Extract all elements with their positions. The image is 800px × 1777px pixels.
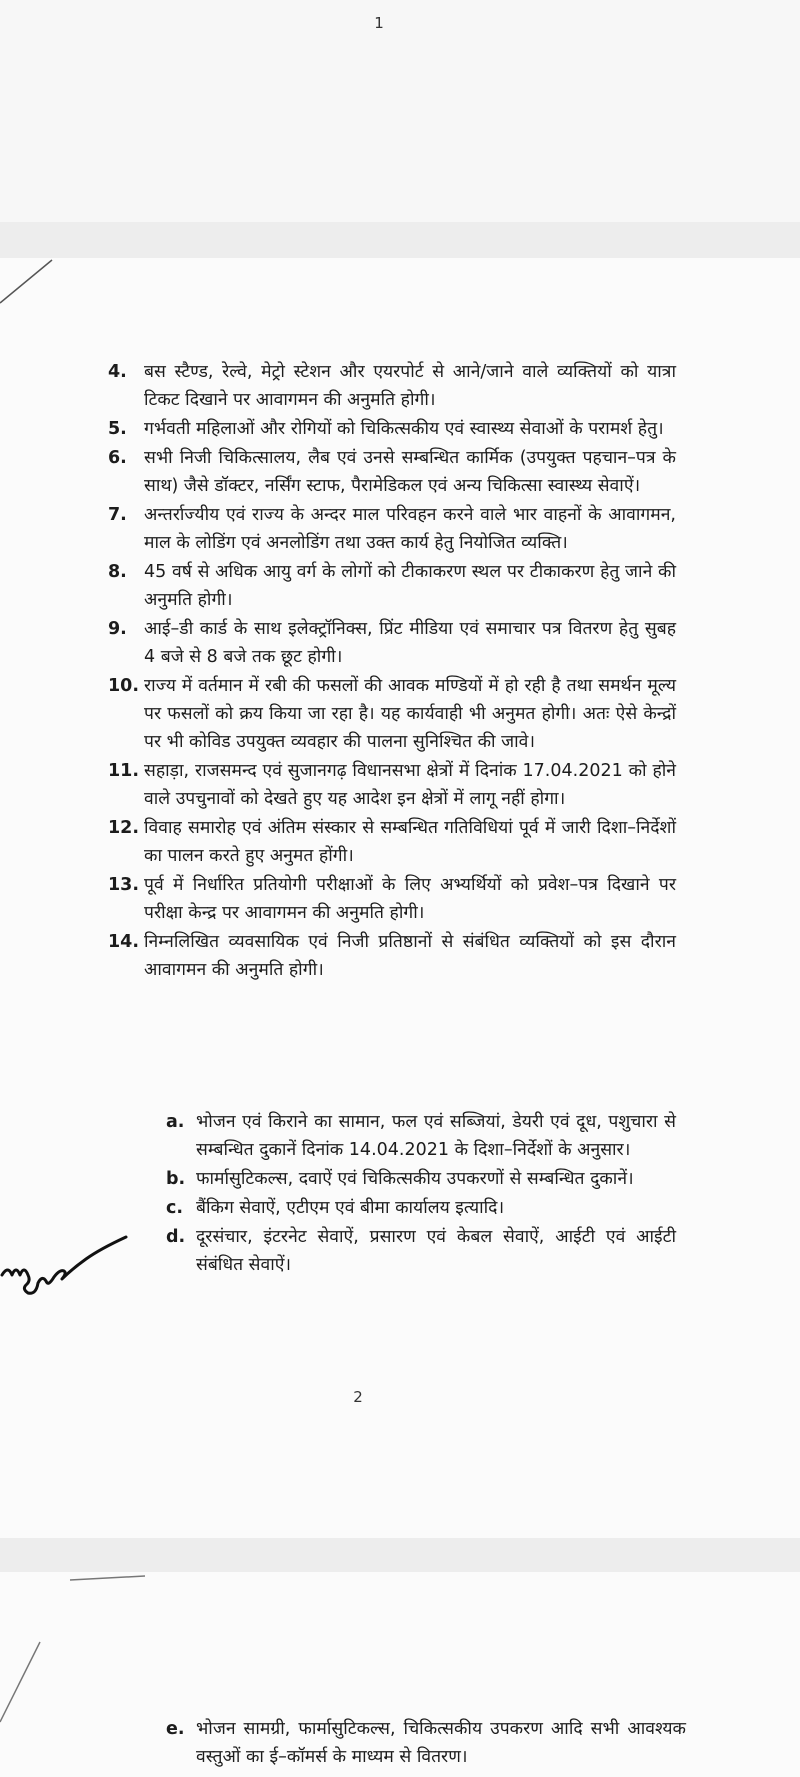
- sub-instruction-list: [166, 1108, 676, 1280]
- item-text: 45 वर्ष से अधिक आयु वर्ग के लोगों को टीकाकरण स्थल पर टीकाकरण हेतु जाने की अनुमति होगी।: [144, 562, 676, 610]
- page-number-1: 1: [374, 14, 384, 32]
- item-number: 12.: [108, 818, 140, 838]
- item-text: बैंकिग सेवाऐं, एटीएम एवं बीमा कार्यालय इत्यादि।: [196, 1198, 505, 1218]
- item-text: सहाड़ा, राजसमन्द एवं सुजानगढ़ विधानसभा क्षेत्रों में दिनांक 17.04.2021 को होने वाले उपचुनावों को देखते हुए यह आदेश इन क्षेत्रों में लागू नहीं होगा।: [144, 761, 676, 809]
- item-text: आई–डी कार्ड के साथ इलेक्ट्रॉनिक्स, प्रिंट मीडिया एवं समाचार पत्र वितरण हेतु सुबह 4 बजे से 8 बजे तक छूट होगी।: [144, 619, 676, 667]
- page-fold-line: [0, 1572, 160, 1777]
- item-number: 8.: [108, 562, 127, 582]
- list-item: [166, 1194, 676, 1222]
- item-number: b.: [166, 1169, 186, 1189]
- item-text: सभी निजी चिकित्सालय, लैब एवं उनसे सम्बन्धित कार्मिक (उपयुक्त पहचान–पत्र के साथ) जैसे डॉक्टर, नर्सिंग स्टाफ, पैरामेडिकल एवं अन्य चिकित्सा स्वास्थ्य सेवाऐं।: [144, 448, 676, 496]
- list-item: [108, 358, 676, 414]
- page-number-2: 2: [353, 1388, 363, 1406]
- signature-image: [0, 1233, 140, 1308]
- instruction-list: [108, 358, 676, 985]
- item-number: 7.: [108, 505, 127, 525]
- continued-list: [166, 1715, 686, 1772]
- list-item: [166, 1108, 676, 1164]
- item-text: बस स्टैण्ड, रेल्वे, मेट्रो स्टेशन और एयरपोर्ट से आने/जाने वाले व्यक्तियों को यात्रा टिकट दिखाने पर आवागमन की अनुमति होगी।: [144, 362, 676, 410]
- page-1-sheet: [0, 0, 800, 222]
- list-item: [108, 444, 676, 500]
- list-item: [108, 672, 676, 756]
- item-text: फार्मासुटिकल्स, दवाऐं एवं चिकित्सकीय उपकरणों से सम्बन्धित दुकानें।: [196, 1169, 634, 1189]
- item-text: अन्तर्राज्यीय एवं राज्य के अन्दर माल परिवहन करने वाले भार वाहनों के आवागमन, माल के लोडिंग एवं अनलोडिंग तथा उक्त कार्य हेतु नियोजित व्यक्ति।: [144, 505, 676, 553]
- item-text: राज्य में वर्तमान में रबी की फसलों की आवक मण्डियों में हो रही है तथा समर्थन मूल्य पर फसलों को क्रय किया जा रहा है। यह कार्यवाही भी अनुमत होगी। अतः ऐसे केन्द्रों पर भी कोविड उपयुक्त व्यवहार की पालना सुनिश्चित की जावे।: [144, 676, 676, 752]
- list-item: [166, 1715, 686, 1771]
- item-number: 11.: [108, 761, 140, 781]
- item-text: विवाह समारोह एवं अंतिम संस्कार से सम्बन्धित गतिविधियां पूर्व में जारी दिशा–निर्देशों का पालन करते हुए अनुमत होंगी।: [144, 818, 676, 866]
- list-item: [108, 501, 676, 557]
- list-item: [108, 558, 676, 614]
- item-number: a.: [166, 1112, 185, 1132]
- list-item: [108, 615, 676, 671]
- item-text: दूरसंचार, इंटरनेट सेवाऐं, प्रसारण एवं केबल सेवाऐं, आईटी एवं आईटी संबंधित सेवाऐं।: [196, 1227, 676, 1275]
- list-item: [108, 415, 676, 443]
- item-number: 6.: [108, 448, 127, 468]
- item-number: e.: [166, 1719, 185, 1739]
- list-item: [166, 1223, 676, 1279]
- item-text: भोजन सामग्री, फार्मासुटिकल्स, चिकित्सकीय उपकरण आदि सभी आवश्यक वस्तुओं का ई–कॉमर्स के माध्यम से वितरण।: [196, 1719, 686, 1767]
- list-item: [166, 1165, 676, 1193]
- item-number: 14.: [108, 932, 140, 952]
- item-number: c.: [166, 1198, 184, 1218]
- list-item: [108, 928, 676, 984]
- list-item: [108, 757, 676, 813]
- item-number: 4.: [108, 362, 127, 382]
- item-number: 10.: [108, 676, 140, 696]
- page-3-sheet: [0, 1572, 800, 1777]
- item-text: पूर्व में निर्धारित प्रतियोगी परीक्षाओं के लिए अभ्यर्थियों को प्रवेश–पत्र दिखाने पर परीक्षा केन्द्र पर आवागमन की अनुमति होगी।: [144, 875, 676, 923]
- item-text: गर्भवती महिलाओं और रोगियों को चिकित्सकीय एवं स्वास्थ्य सेवाओं के परामर्श हेतु।: [144, 419, 664, 439]
- list-item: [108, 871, 676, 927]
- page-fold-line: [0, 258, 60, 338]
- item-text: निम्नलिखित व्यवसायिक एवं निजी प्रतिष्ठानों से संबंधित व्यक्तियों को इस दौरान आवागमन की अनुमति होगी।: [144, 932, 676, 980]
- item-number: 5.: [108, 419, 127, 439]
- item-text: भोजन एवं किराने का सामान, फल एवं सब्जियां, डेयरी एवं दूध, पशुचारा से सम्बन्धित दुकानें दिनांक 14.04.2021 के दिशा–निर्देशों के अनुसार।: [196, 1112, 676, 1160]
- item-number: 9.: [108, 619, 127, 639]
- item-number: d.: [166, 1227, 186, 1247]
- page-2-sheet: [0, 258, 800, 1538]
- item-number: 13.: [108, 875, 140, 895]
- list-item: [108, 814, 676, 870]
